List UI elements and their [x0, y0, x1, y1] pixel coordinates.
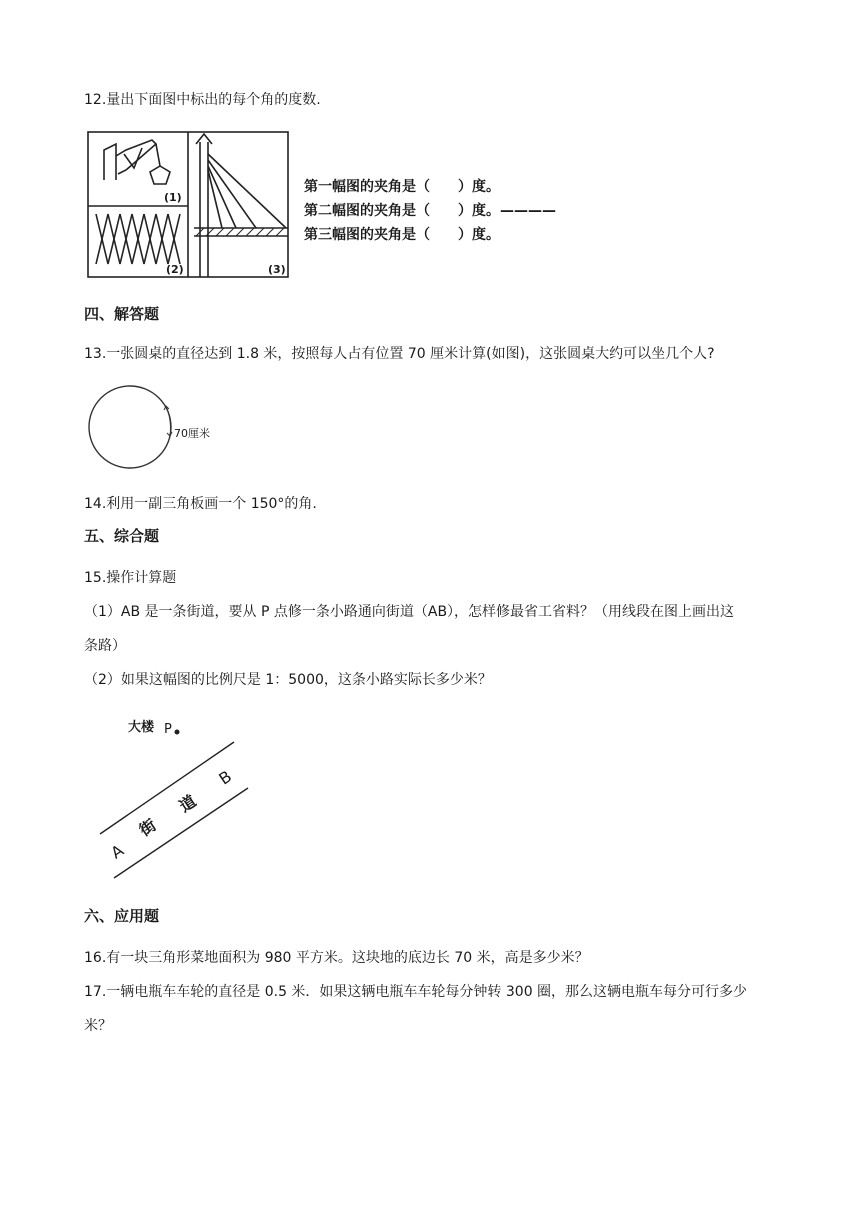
point-p-label: P	[164, 722, 172, 737]
q17-line1: 17.一辆电瓶车车轮的直径是 0.5 米．如果这辆电瓶车车轮每分钟转 300 圈，那么这辆电瓶车每分可行多少	[84, 984, 748, 1000]
q12-text: 12.量出下面图中标出的每个角的度数.	[84, 92, 321, 108]
street-label-b: B	[215, 766, 236, 789]
street-label-a: A	[107, 840, 128, 863]
angle-answer-1: 第一幅图的夹角是（ ）度。	[304, 179, 500, 195]
fig-label-2: (2)	[166, 263, 184, 276]
fig-label-3: (3)	[268, 263, 286, 276]
street-label-dao: 道	[175, 791, 200, 816]
q15-part2: （2）如果这幅图的比例尺是 1：5000，这条小路实际长多少米？	[84, 672, 492, 688]
street-label-jie: 街	[135, 815, 160, 840]
q16-text: 16.有一块三角形菜地面积为 980 平方米。这块地的底边长 70 米，高是多少米？	[84, 950, 589, 966]
fig-label-1: (1)	[164, 191, 182, 204]
angle-answer-2: 第二幅图的夹角是（ ）度。————	[304, 203, 556, 219]
section-title-4: 四、解答题	[84, 305, 160, 323]
q15-part1-line1: （1）AB 是一条街道，要从 P 点修一条小路通向街道（AB），怎样修最省工省料？（用线段在图上画出这	[84, 604, 735, 620]
q14-text: 14.利用一副三角板画一个 150°的角.	[84, 496, 317, 512]
q15-title: 15.操作计算题	[84, 570, 177, 586]
q15-part1-line2: 条路）	[84, 638, 126, 654]
section-title-5: 五、综合题	[84, 527, 160, 545]
q13-text: 13.一张圆桌的直径达到 1.8 米，按照每人占有位置 70 厘米计算(如图)，这张圆桌大约可以坐几个人?	[84, 346, 715, 362]
q17-line2: 米？	[84, 1018, 112, 1034]
angle-answer-3: 第三幅图的夹角是（ ）度。	[304, 227, 500, 243]
building-label: 大楼	[128, 720, 155, 735]
arc-length-label: 70厘米	[174, 427, 210, 440]
section-title-6: 六、应用题	[84, 907, 160, 925]
angle-figure-q12	[86, 130, 292, 280]
